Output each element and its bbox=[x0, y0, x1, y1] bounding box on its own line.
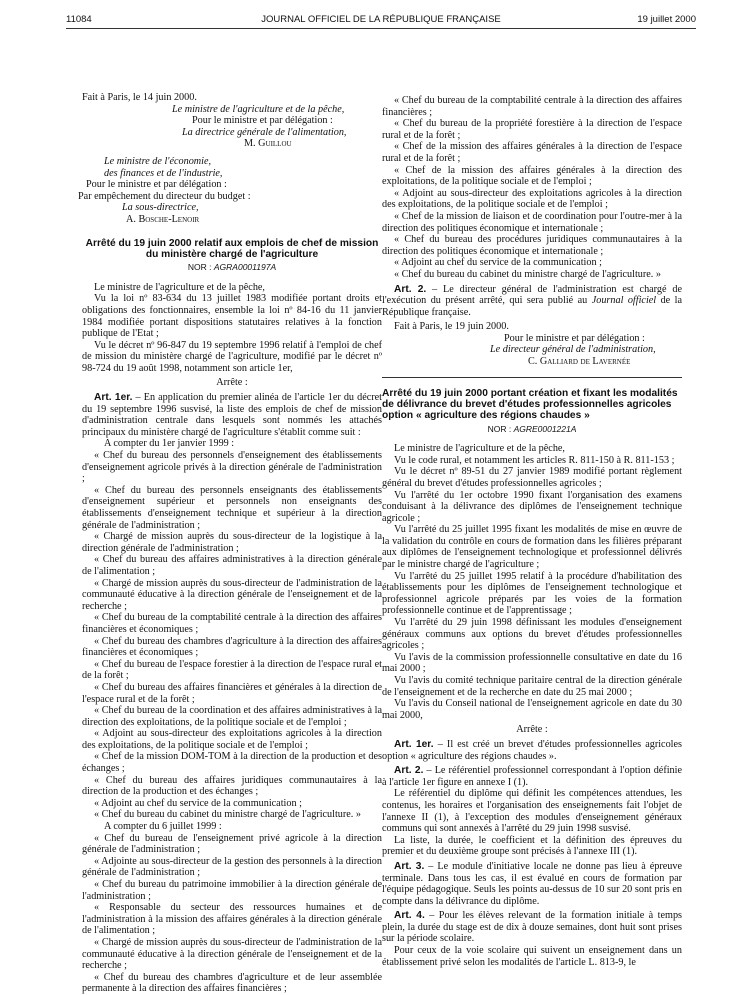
signature-line: Pour le ministre et par délégation : bbox=[504, 332, 645, 344]
list-item: « Chef du bureau de la coordination et des affaires administratives à la direction des exploitations, de la politique sociale et de l'emploi ; bbox=[82, 705, 382, 728]
list-continued bbox=[382, 95, 682, 281]
list-item: « Chef de la mission de liaison et de coordination pour l'outre-mer à la direction des politiques économique et internationale ; bbox=[382, 210, 682, 234]
paragraph: Vu le décret nº 96-847 du 19 septembre 1996 relatif à l'emploi de chef de mission du ministère chargé de l'agriculture, modifié par le décret nº 98-724 du 19 août 1998, notamment son article 1er, bbox=[82, 339, 382, 374]
section-divider bbox=[382, 377, 682, 378]
signature-name: A. Bosche-Lenoir bbox=[126, 213, 200, 225]
nor-label: NOR : bbox=[487, 423, 512, 434]
list-item: « Chef du bureau de la comptabilité centrale à la direction des affaires financières ; bbox=[382, 95, 682, 118]
paragraph: Pour ceux de la voie scolaire qui suivent un enseignement dans un établissement privé selon les modalités de l'article L. 813-9, le bbox=[382, 945, 682, 968]
signature-line: Le ministre de l'économie, bbox=[104, 155, 212, 167]
signature-name: M. Guillou bbox=[244, 138, 292, 150]
paragraph: Vu l'arrêté du 25 juillet 1995 fixant les modalités de mise en œuvre de la validation du contrôle en cours de formation dans les filières préparant aux diplômes de l'enseignement technologique et professionnel délivrés par le ministre chargé de l'agriculture ; bbox=[382, 524, 682, 571]
paragraph: Vu l'arrêté du 1er octobre 1990 fixant l'organisation des examens conduisant à la délivrance des diplômes de l'enseignement technique agricole ; bbox=[382, 489, 682, 524]
signature-line: La directrice générale de l'alimentation, bbox=[182, 126, 347, 138]
paragraph: Vu l'arrêté du 25 juillet 1995 relatif à la procédure d'habilitation des établissements pour les diplômes de l'enseignement technologique et professionnel agricole préparés par les voies de la formation professionnelle continue et de l'apprentissage ; bbox=[382, 570, 682, 617]
article-label: Art. 3. bbox=[394, 860, 425, 872]
list-item: « Chef du bureau des affaires juridiques communautaires à la direction de la production et des échanges ; bbox=[82, 774, 382, 798]
list-item: « Chef du bureau des personnels d'enseignement des établissements d'enseignement agricole privés à la direction générale de l'administration ; bbox=[82, 450, 382, 485]
signature-block-3 bbox=[382, 321, 682, 367]
signature-block-2 bbox=[78, 155, 382, 226]
list-item: « Adjointe au sous-directeur de la gestion des personnels à la direction générale de l'administration ; bbox=[82, 855, 382, 879]
nor-code: AGRA0001197A bbox=[213, 262, 277, 273]
arrete-heading: Arrête : bbox=[216, 377, 248, 389]
nor-reference bbox=[382, 424, 682, 436]
paragraph: Vu l'avis du Conseil national de l'enseignement agricole en date du 30 mai 2000, bbox=[382, 698, 682, 721]
paragraph: Vu la loi nº 83-634 du 13 juillet 1983 modifiée portant droits et obligations des fonctionnaires, ensemble la loi nº 84-16 du 11 janvier 1984 modifiée portant dispositions statutaires relatives à la fonction publique de l'Etat ; bbox=[82, 293, 382, 340]
list-item: « Adjoint au chef du service de la communication ; bbox=[94, 797, 302, 809]
article: Art. 1er. – Il est créé un brevet d'études professionnelles agricoles option « agriculture des régions chaudes ». bbox=[382, 738, 682, 762]
article: Art. 2. – Le référentiel professionnel correspondant à l'option définie à l'article 1er figure en annexe I (1). bbox=[382, 765, 682, 788]
nor-code: AGRE0001221A bbox=[513, 423, 577, 434]
list-item: « Chef du bureau du patrimoine immobilier à la direction générale de l'administration ; bbox=[82, 879, 382, 902]
article-label: Art. 4. bbox=[394, 910, 425, 922]
paragraph: Le ministre de l'agriculture et de la pêche, bbox=[394, 443, 565, 455]
list-item: « Adjoint au sous-directeur des exploitations agricoles à la direction des exploitations, de la politique sociale et de l'emploi ; bbox=[82, 728, 382, 751]
list-1 bbox=[82, 450, 382, 821]
list-item: « Chargé de mission auprès du sous-directeur de la logistique à la direction générale de l'administration ; bbox=[82, 531, 382, 554]
article-label: Art. 2. bbox=[394, 283, 427, 295]
list-item: « Chef du bureau des affaires administratives à la direction générale de l'alimentation ; bbox=[82, 554, 382, 577]
signature-block-1 bbox=[82, 92, 382, 150]
paragraph: Le référentiel du diplôme qui définit les compétences attendues, les contenus, les horaires et l'organisation des enseignements fait l'objet de l'annexe II (1), à l'exception des modules d'enseignement généraux communs qui sont annexés à l'arrêté du 29 juin 1998 susvisé. bbox=[382, 788, 682, 835]
date-heading: A compter du 6 juillet 1999 : bbox=[104, 821, 222, 833]
signature-line: Par empêchement du directeur du budget : bbox=[78, 190, 251, 202]
decree-title: Arrêté du 19 juin 2000 relatif aux emplois de chef de mission du ministère chargé de l'agriculture bbox=[85, 237, 379, 260]
paragraph: Le ministre de l'agriculture et de la pêche, bbox=[94, 281, 265, 293]
list-item: « Chef du bureau du cabinet du ministre chargé de l'agriculture. » bbox=[94, 809, 361, 821]
list-item: « Chef du bureau de la propriété forestière à la direction de l'espace rural et de la forêt ; bbox=[382, 118, 682, 141]
list-item: « Adjoint au sous-directeur des exploitations agricoles à la direction des exploitations, de la politique sociale et de l'emploi ; bbox=[382, 187, 682, 211]
signature-line: Pour le ministre et par délégation : bbox=[192, 115, 333, 127]
list-item: « Chef du bureau des personnels enseignants des établissements d'enseignement supérieur et personnels non enseignants des établissements d'enseignement technique et supérieur à la direction générale de l'administration ; bbox=[82, 484, 382, 531]
list-item: « Chef du bureau des chambres d'agriculture et de leur assemblée permanente à la direction des affaires financières ; bbox=[82, 971, 382, 995]
list-item: « Chargé de mission auprès du sous-directeur de l'administration de la communauté éducative à la direction générale de l'enseignement et de la recherche ; bbox=[82, 936, 382, 972]
list-item: « Chef du bureau des affaires financières et générales à la direction de l'espace rural et de la forêt ; bbox=[82, 681, 382, 705]
list-item: « Chef de la mission des affaires générales à la direction des exploitations, de la politique sociale et de l'emploi ; bbox=[382, 164, 682, 188]
page-header bbox=[66, 12, 696, 29]
signature-line: Fait à Paris, le 19 juin 2000. bbox=[394, 321, 509, 333]
nor-label: NOR : bbox=[187, 262, 212, 273]
right-column bbox=[382, 95, 682, 968]
nor-reference bbox=[82, 262, 382, 274]
decree-title: Arrêté du 19 juin 2000 portant création et fixant les modalités de délivrance du brevet d'études professionnelles agricoles option « agriculture des régions chaudes » bbox=[382, 387, 678, 422]
article: Art. 4. – Pour les élèves relevant de la formation initiale à temps plein, la durée du stage est de dix à douze semaines, dont huit sont prises sur la période scolaire. bbox=[382, 910, 682, 945]
signature-line: Le directeur général de l'administration, bbox=[490, 344, 656, 356]
list-item: « Responsable du secteur des ressources humaines et de l'administration à la mission des affaires générales à la direction générale de l'alimentation ; bbox=[82, 902, 382, 937]
article: Art. 3. – Le module d'initiative locale ne donne pas lieu à épreuve terminale. Dans tous les cas, il est évalué en cours de formation par l'équipe pédagogique. Seuls les points au-dessus de 10 sur 20 sont pris en compte dans la délivrance du diplôme. bbox=[382, 860, 682, 907]
list-2 bbox=[82, 833, 382, 995]
signature-line: des finances et de l'industrie, bbox=[104, 167, 223, 179]
article-2: Art. 2. – Le directeur général de l'administration est chargé de l'exécution du présent arrêté, qui sera publié au Journal officiel de la République française. bbox=[382, 283, 683, 318]
issue-date: 19 juillet 2000 bbox=[637, 14, 696, 25]
paragraph: Vu l'avis du comité technique paritaire central de la direction générale de l'enseignement et de la recherche en date du 25 mai 2000 ; bbox=[382, 675, 682, 698]
paragraph: Vu le décret nº 89-51 du 27 janvier 1989 modifié portant règlement général du brevet d'études professionnelles agricoles ; bbox=[382, 466, 682, 489]
signature-line: Fait à Paris, le 14 juin 2000. bbox=[82, 92, 197, 103]
list-item: « Chef du bureau de la comptabilité centrale à la direction des affaires financières et économiques ; bbox=[82, 612, 382, 635]
list-item: « Chargé de mission auprès du sous-directeur de l'administration de la communauté éducative à la direction générale de l'enseignement et de la recherche ; bbox=[82, 577, 382, 612]
journal-title: JOURNAL OFFICIEL DE LA RÉPUBLIQUE FRANÇAISE bbox=[261, 14, 501, 25]
list-item: « Chef du bureau des procédures juridiques communautaires à la direction des politiques économique et internationale ; bbox=[382, 234, 682, 257]
date-heading: A compter du 1er janvier 1999 : bbox=[104, 438, 235, 450]
list-item: « Chef de la mission des affaires générales à la direction de l'espace rural et de la forêt ; bbox=[382, 141, 682, 164]
journal-reference: Journal officiel bbox=[591, 295, 657, 307]
signature-line: Pour le ministre et par délégation : bbox=[86, 179, 227, 191]
list-item: « Chef du bureau de l'enseignement privé agricole à la direction générale de l'administration ; bbox=[82, 832, 382, 856]
paragraph: Vu le code rural, et notamment les articles R. 811-150 à R. 811-153 ; bbox=[394, 454, 675, 466]
list-item: « Chef du bureau du cabinet du ministre chargé de l'agriculture. » bbox=[394, 268, 661, 280]
article-label: Art. 1er. bbox=[94, 392, 133, 404]
paragraph: Vu l'arrêté du 29 juin 1998 définissant les modules d'enseignement généraux communs aux options du brevet d'études professionnelles agricoles ; bbox=[382, 617, 682, 652]
list-item: « Chef du bureau des chambres d'agriculture à la direction des affaires financières et économiques ; bbox=[82, 635, 382, 659]
article-label: Art. 1er. bbox=[394, 738, 434, 750]
list-item: « Chef de la mission DOM-TOM à la direction de la production et des échanges ; bbox=[82, 751, 382, 775]
signature-name: C. Galliard de Lavernée bbox=[528, 356, 631, 368]
signature-line: La sous-directrice, bbox=[122, 202, 199, 214]
article-label: Art. 2. bbox=[394, 765, 424, 777]
list-item: « Chef du bureau de l'espace forestier à la direction de l'espace rural et de la forêt ; bbox=[82, 658, 382, 682]
article-text: – En application du premier alinéa de l'article 1er du décret du 19 septembre 1996 susvisé, la liste des emplois de chef de mission d'administration centrale dans lesquels sont nommés les attachés principaux du ministère chargé de l'agriculture s'établit comme suit : bbox=[82, 392, 382, 438]
signature-line: Le ministre de l'agriculture et de la pêche, bbox=[172, 103, 345, 115]
article-1 bbox=[82, 392, 382, 438]
paragraph: La liste, la durée, le coefficient et la définition des épreuves du premier et du deuxième groupe sont précisés à l'annexe III (1). bbox=[382, 834, 682, 858]
left-column bbox=[78, 92, 382, 995]
list-item: « Adjoint au chef du service de la communication ; bbox=[394, 257, 602, 269]
paragraph: Vu l'avis de la commission professionnelle consultative en date du 16 mai 2000 ; bbox=[382, 651, 682, 675]
arrete-heading: Arrête : bbox=[516, 724, 548, 736]
page-number: 11084 bbox=[66, 14, 92, 25]
